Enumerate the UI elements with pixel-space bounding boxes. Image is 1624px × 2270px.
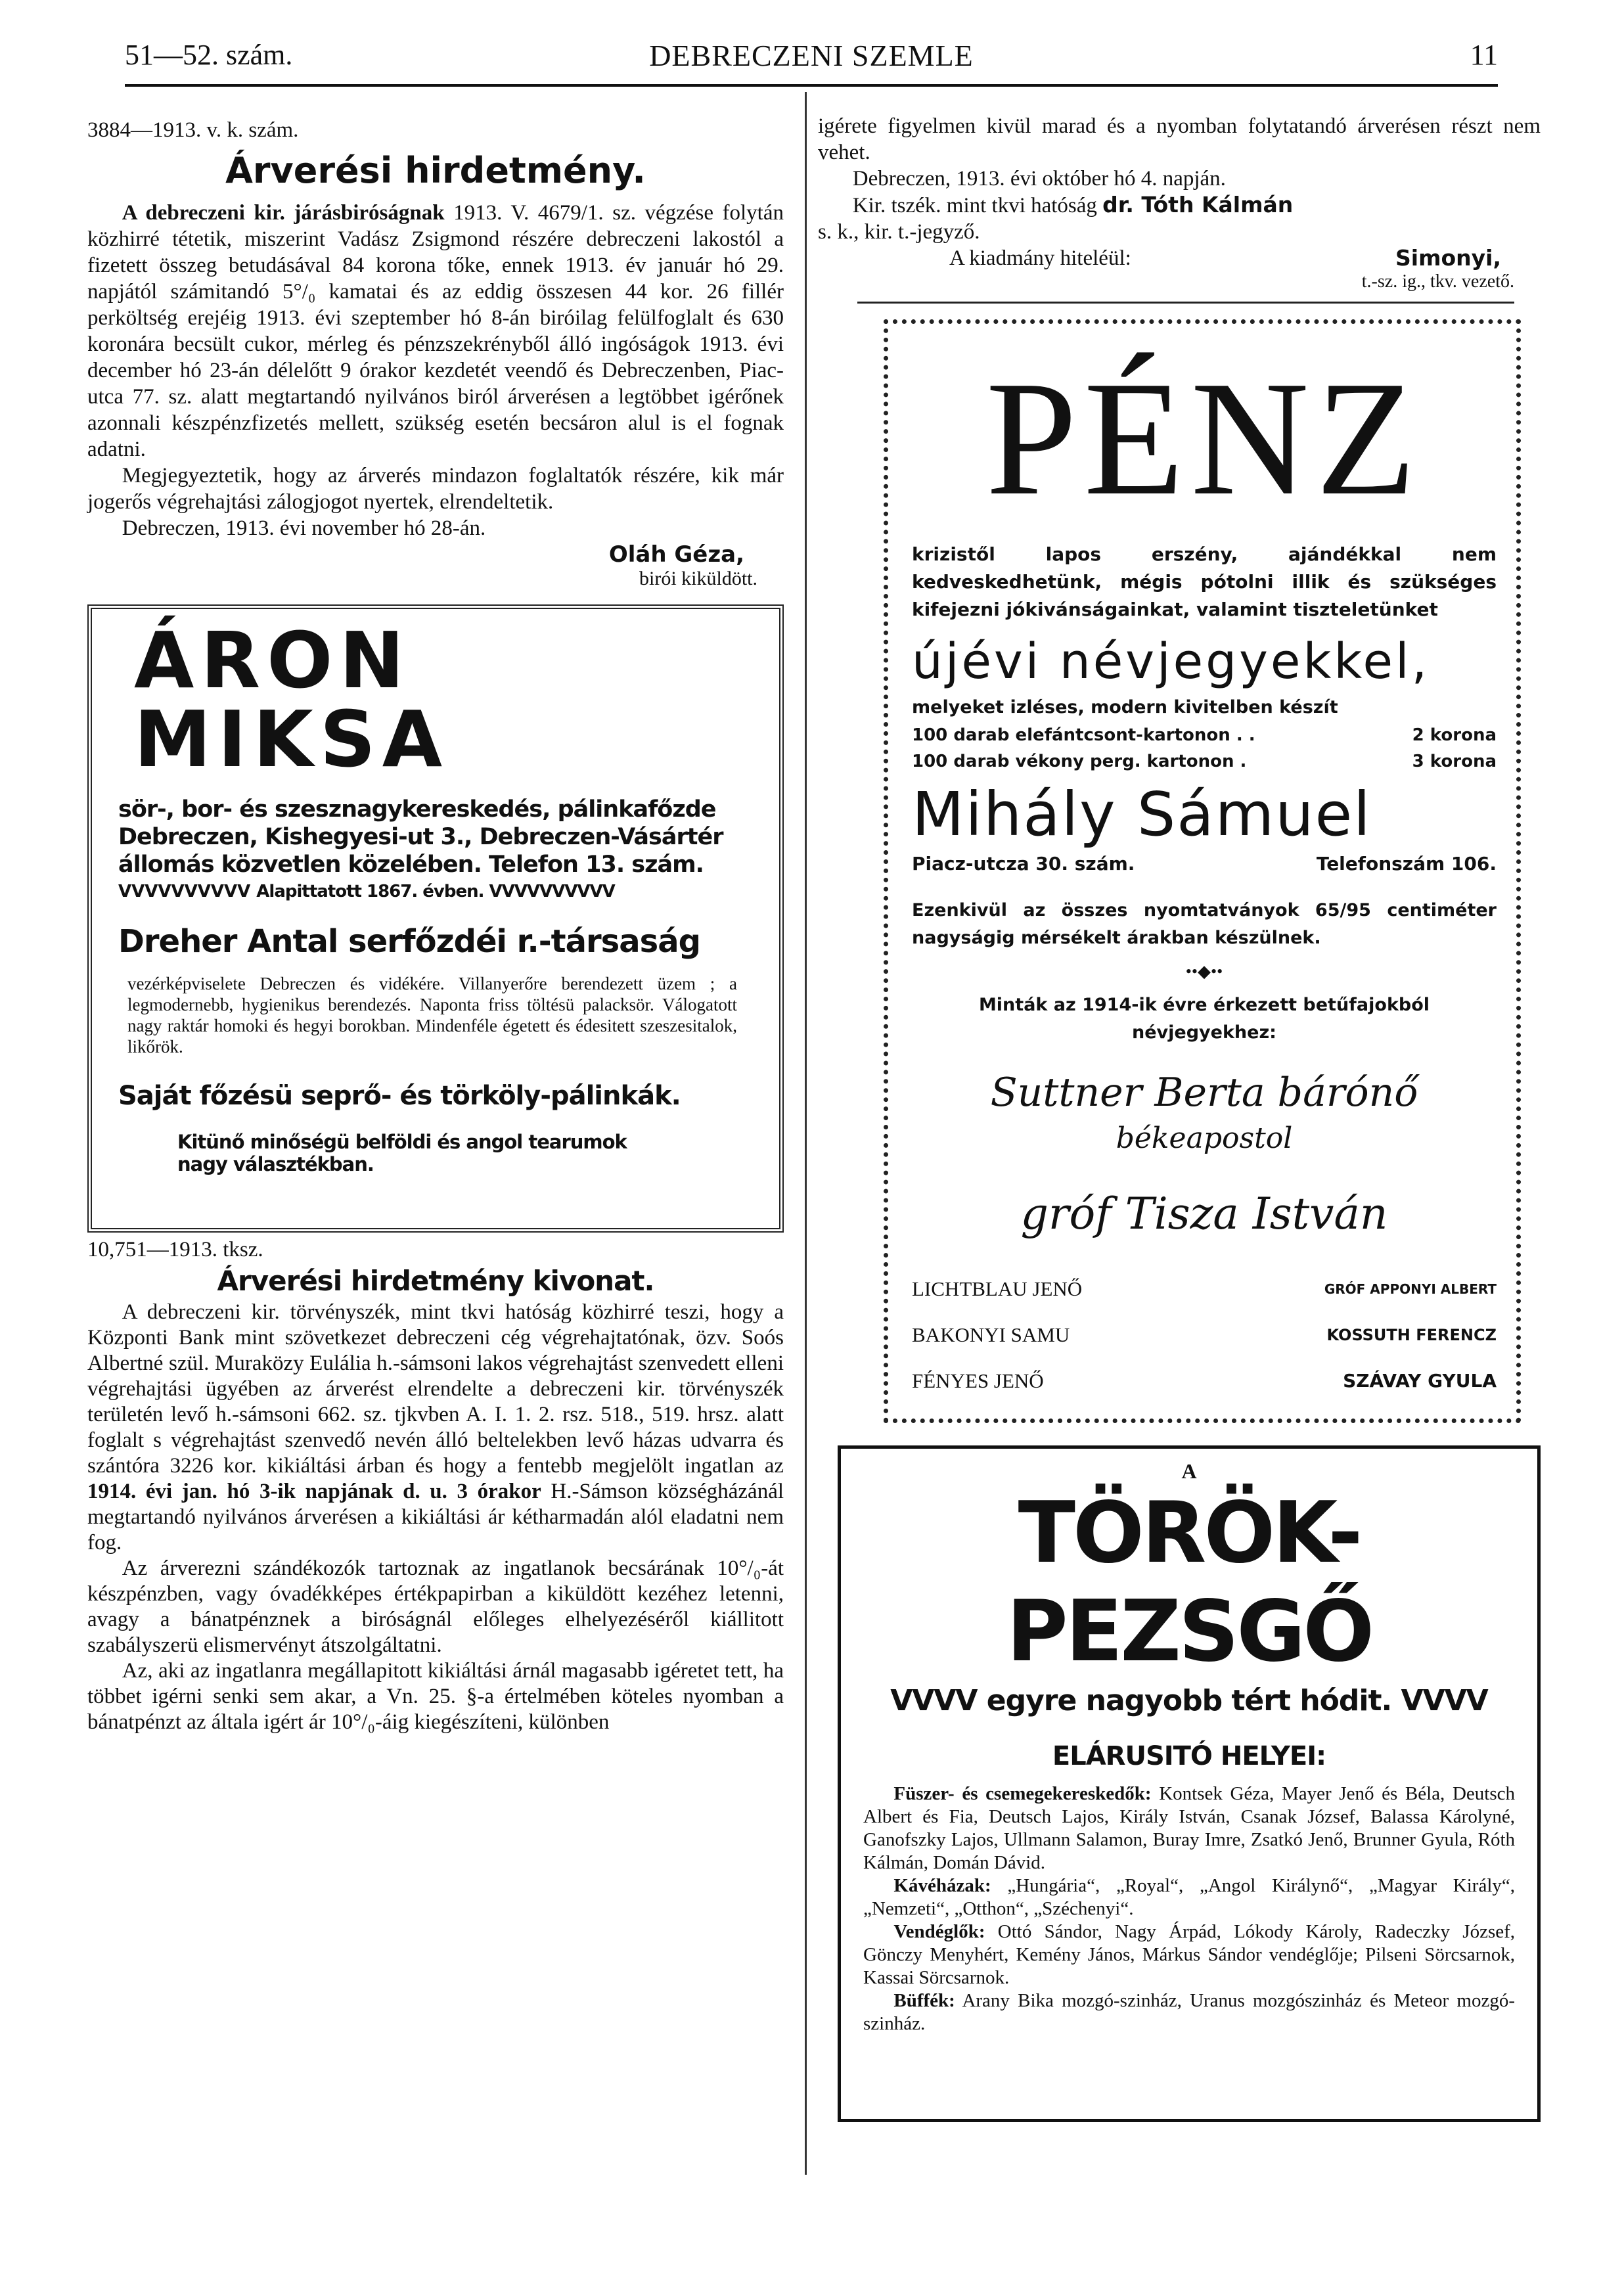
sample-signature-1: Suttner Berta bárónő <box>990 1070 1418 1116</box>
aron-line-3: állomás közvetlen közelében. Telefon 13. szám. <box>118 851 704 878</box>
font-sample-row: FÉNYES JENŐ SZÁVAY GYULA <box>912 1369 1497 1392</box>
notice2-paragraph-1: A debreczeni kir. törvényszék, mint tkvi hatóság közhirré teszi, hogy a Központi Bank mint szövetkezet debreczeni cég végrehajtatónak, özv. Soós Albertné szül. Muraközy Eulália h.-sámsoni lakos végrehajtást szenvedett elleni végrehajtási ügyében az árverést elrendelte a debreczeni kir. törvényszék területén levő h.-sámsoni 662. sz. tjkvben A. I. 1. 2. rsz. 518., 519. hrsz. alatt foglalt s végrehajtást szenvedő nevén álló beltelekben levő házas udvarra és szántóra 3226 kor. kikiáltási árban és hogy a fentebb megjelölt ingatlan az 1914. évi jan. hó 3-ik napjának d. u. 3 órakor H.-Sámson községházánál megtartandó nyilvános árverésen a kikiáltási ár kétharmadán alól eladatni nem fog. <box>87 1300 784 1555</box>
notice-signer-title: birói kiküldött. <box>639 568 757 589</box>
court-name: A debreczeni kir. járásbiróságnak <box>122 201 445 225</box>
penz-ad <box>884 319 1521 1423</box>
notice-date: Debreczen, 1913. évi november hó 28-án. <box>122 516 486 540</box>
font-sample-row: BAKONYI SAMU KOSSUTH FERENCZ <box>912 1323 1497 1346</box>
column-rule <box>805 92 807 2175</box>
notice2-paragraph-2: Az árverezni szándékozók tartoznak az ingatlanok becsárának 10°/₀-át készpénzben, vagy óvadékképes értékpapirban a kiküldött kezéhez letenni, avagy a bánatpénznek a biróságnál előleges elhelyezéséről kiállitott szabályszerü elismervényt átszolgáltatni. <box>87 1556 784 1657</box>
aron-line-2: Debreczen, Kishegyesi-ut 3., Debreczen-Vásártér <box>118 824 723 850</box>
penz-text-2: melyeket izléses, modern kivitelben készít <box>912 697 1338 717</box>
torok-slogan: VVVV egyre nagyobb tért hódit. VVVV <box>890 1684 1488 1717</box>
copy-certifier-title: t.-sz. ig., tkv. vezető. <box>1361 271 1514 292</box>
aron-description: vezérképviselete Debreczen és vidékére. Villanyerőre berendezett üzem ; a legmodernebb, hygienikus berendezés. Naponta friss töltésü palacksör. Válogatott nagy raktár homoki és hegyi borokban. Mindenféle égetett és édesitett szeszesitalok, likőrök. <box>127 974 737 1056</box>
torok-sellers-heading: ELÁRUSITÓ HELYEI: <box>1052 1741 1326 1771</box>
font-sample-row: LICHTBLAU JENŐ GRÓF APPONYI ALBERT <box>912 1277 1497 1300</box>
notice2-date: Debreczen, 1913. évi október hó 4. napján. <box>852 167 1226 191</box>
notice-paragraph: A debreczeni kir. járásbiróságnak 1913. V. 4679/1. sz. végzése folytán közhirré tétetik, miszerint Vadász Zsigmond részére debreczeni lakostól a fizetett összeg betudásával 84 korona tőke, ennek 1913. év január hó 29. napjától számitandó 5°/₀ kamatai és az eddig összesen 44 kor. 26 fillér perköltség erejéig 1913. évi szeptember hó 8-án biróilag felülfoglalt és 630 koronára becsült cukor, mérleg és pénzszekrényből álló ingóságok 1913. évi december hó 23-án délelőtt 9 órakor kezdetét veendő és Debreczenben, Piac-utca 77. sz. alatt megtartandó nyilvános biról árverésen a legtöbbet igérőnek azonnali készpénzfizetés mellett, szükség esetén becsáron alul is el fognak adatni. <box>87 201 784 461</box>
penz-text-1: krizistől lapos erszény, ajándékkal nem kedveskedhetünk, mégis pótolni illik és szükséges kifejezni jókivánságainkat, valamint tiszteletünket <box>912 543 1497 620</box>
auction-date: 1914. évi jan. hó 3-ik napjának d. u. 3 órakor <box>87 1480 541 1503</box>
court-signature: Kir. tszék. mint tkvi hatóság dr. Tóth Kálmán <box>852 192 1294 217</box>
printer-address: Piacz-utcza 30. szám. Telefonszám 106. <box>912 853 1497 874</box>
torok-brand-name: TÖRÖK-PEZSGŐ <box>1006 1484 1372 1681</box>
court-signature-title: s. k., kir. t.-jegyző. <box>818 220 980 244</box>
sample-signature-2: gróf Tisza István <box>1020 1189 1388 1239</box>
notice-paragraph-2: Megjegyeztetik, hogy az árverés mindazon foglaltatók részére, kik már jogerős végrehajtási zálogjogot nyertek, elrendeltetik. <box>87 464 784 514</box>
copy-certification: A kiadmány hiteléül: Simonyi, <box>949 245 1501 271</box>
torok-buffets: Büffék: Arany Bika mozgó-szinház, Uranus mozgószinház és Meteor mozgó-szinház. <box>863 1990 1516 2034</box>
notice2-title: Árverési hirdetmény kivonat. <box>217 1265 654 1297</box>
penz-text-4: Minták az 1914-ik évre érkezett betűfajokból névjegyekhez: <box>978 995 1430 1043</box>
penz-text-3: Ezenkivül az összes nyomtatványok 65/95 centiméter nagyságig mérsékelt árakban készülnek. <box>912 900 1497 948</box>
notice2-paragraph-3: Az, aki az ingatlanra megállapitott kikiáltási árnál magasabb igéretet tett, ha többet igérni senki sem akar, a Vn. 25. §-a értelmében köteles nyomban a bánatpénzt az általa igért ár 10°/₀-áig kiegészíteni, különben <box>87 1659 784 1734</box>
torok-pezsgo-ad <box>838 1445 1541 2122</box>
aron-line-1: sör-, bor- és szesznagykereskedés, pálinkafőzde <box>118 796 716 823</box>
newspaper-title: DEBRECZENI SZEMLE <box>649 39 974 72</box>
printer-name: Mihály Sámuel <box>912 779 1372 850</box>
ornament-icon: ••◆•• <box>1185 962 1223 981</box>
aron-tea-1: Kitünő minőségü belföldi és angol tearumok <box>177 1131 627 1153</box>
aron-tea-2: nagy választékban. <box>177 1153 374 1175</box>
notice-reference: 3884—1913. v. k. szám. <box>87 118 299 142</box>
notice-title: Árverési hirdetmény. <box>225 150 646 191</box>
price-row-1: 100 darab elefántcsont-kartonon . . 2 korona <box>912 725 1497 745</box>
page-header <box>125 38 1498 87</box>
section-rule <box>857 302 1514 304</box>
aron-miksa-ad <box>87 604 784 1233</box>
sample-signature-1b: békeapostol <box>1116 1122 1293 1155</box>
torok-cafes: Kávéházak: „Hungária“, „Royal“, „Angol Királynő“, „Magyar Király“, „Nemzeti“, „Otthon“, „Széchenyi“. <box>863 1875 1515 1919</box>
torok-grocers: Füszer- és csemegekereskedők: Kontsek Géza, Mayer Jenő és Béla, Deutsch Albert és Fia, Deutsch Lajos, Király István, Csanak József, Balassa Károlyné, Ganofszky Lajos, Ullmann Salamon, Buray Imre, Zsatkó Jenő, Brunner Gyula, Róth Kálmán, Domán Dávid. <box>863 1783 1515 1873</box>
torok-article: A <box>1181 1459 1197 1483</box>
aron-miksa-name: ÁRON MIKSA <box>134 615 449 784</box>
issue-number: 51—52. szám. <box>125 39 293 71</box>
notice2-continuation: igérete figyelmen kivül marad és a nyomban folytatandó árverésen részt nem vehet. <box>818 114 1541 164</box>
dreher-brewery: Dreher Antal serfőzdéi r.-társaság <box>118 923 700 960</box>
notice-signer: Oláh Géza, <box>608 541 744 568</box>
page-number: 11 <box>1470 39 1498 71</box>
font-samples <box>912 1266 1497 1404</box>
torok-restaurants: Vendéglők: Ottó Sándor, Nagy Árpád, Lókody Károly, Radeczky József, Gönczy Menyhért, Kemény János, Márkus Sándor vendéglője; Pilseni Sörcsarnok, Kassai Sörcsarnok. <box>863 1921 1516 1988</box>
right-column <box>818 113 1541 2122</box>
aron-founded: VVVVVVVVVV Alapittatott 1867. évben. VVVVVVVVVV <box>118 882 615 901</box>
penz-headline: PÉNZ <box>985 348 1423 530</box>
notice2-reference: 10,751—1913. tksz. <box>87 1238 263 1261</box>
aron-brandy: Saját főzésü seprő- és törköly-pálinkák. <box>118 1081 681 1111</box>
penz-newyear-cards: újévi névjegyekkel, <box>912 633 1430 690</box>
price-row-2: 100 darab vékony perg. kartonon . 3 korona <box>912 752 1497 771</box>
left-column <box>87 117 784 1735</box>
